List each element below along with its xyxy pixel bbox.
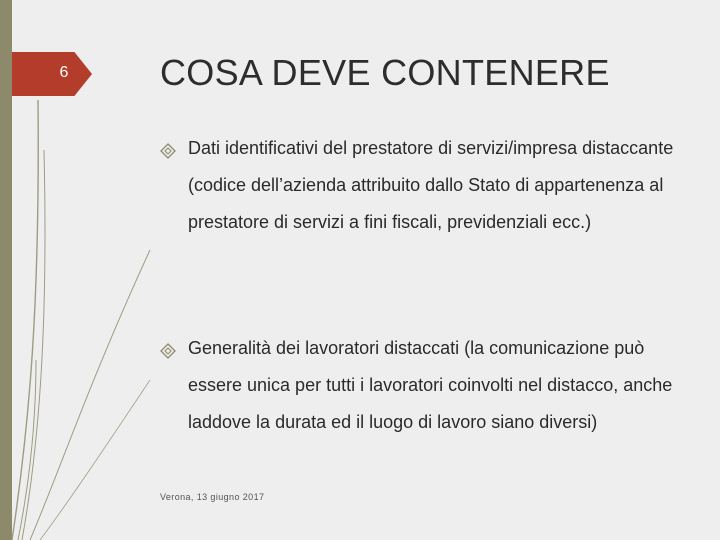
bullet-item	[160, 130, 680, 241]
slide-number: 6	[59, 64, 69, 81]
bullet-text: Dati identificativi del prestatore di servizi/impresa distaccante (codice dell’azienda attribuito dallo Stato di appartenenza al prestatore di servizi a fini fiscali, previdenziali ecc.)	[188, 138, 674, 232]
bullet-text: Generalità dei lavoratori distaccati (la comunicazione può essere unica per tutti i lavoratori coinvolti nel distacco, anche laddove la durata ed il luogo di lavoro siano diversi)	[188, 338, 673, 432]
bullet-item	[160, 330, 680, 441]
diamond-bullet-icon	[160, 343, 176, 359]
diamond-bullet-icon	[160, 143, 176, 159]
slide-title: COSA DEVE CONTENERE	[160, 52, 610, 93]
footer-date: Verona, 13 giugno 2017	[160, 492, 265, 502]
